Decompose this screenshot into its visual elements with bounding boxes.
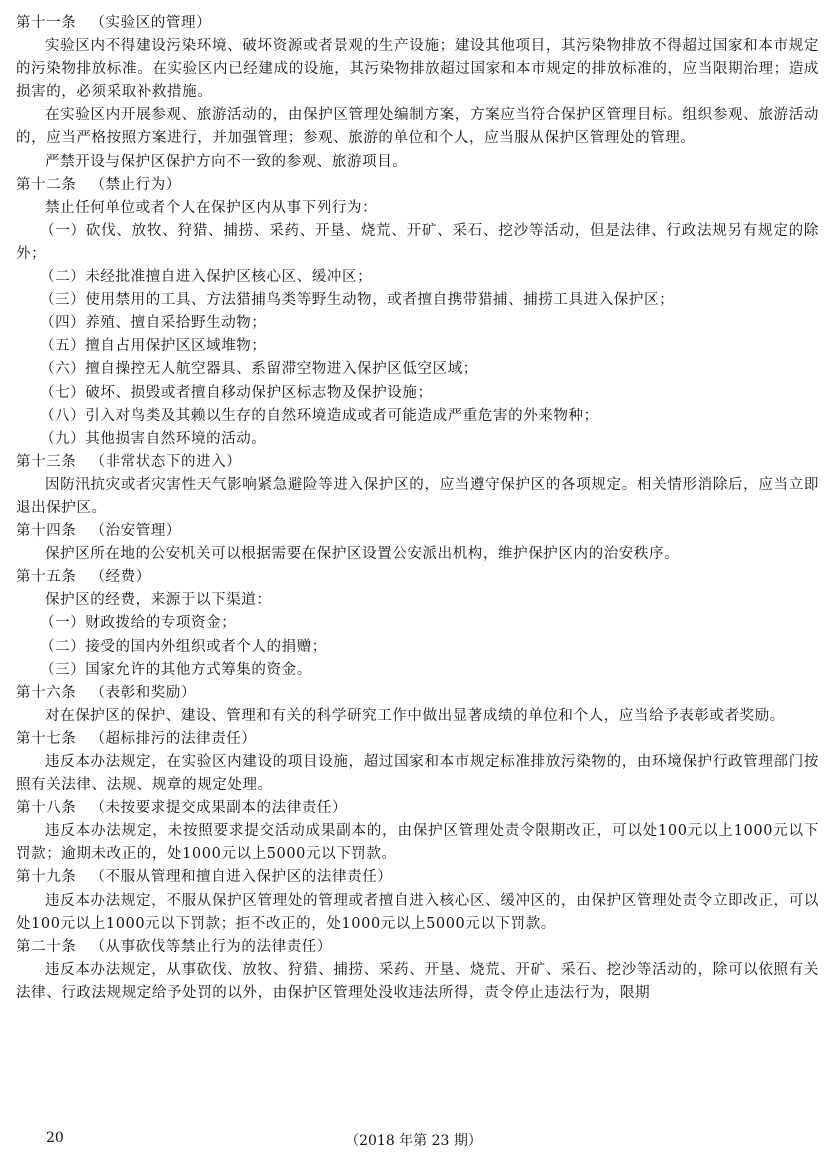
article-number: 第十八条 xyxy=(16,800,77,817)
article-number: 第十一条 xyxy=(16,15,77,31)
article-number: 第十五条 xyxy=(16,569,77,586)
article-title: （从事砍伐等禁止行为的法律责任） xyxy=(90,938,333,955)
article-title: （治安管理） xyxy=(90,523,182,540)
article-title: （不服从管理和擅自进入保护区的法律责任） xyxy=(90,869,393,886)
article-number: 第二十条 xyxy=(16,938,77,955)
list-item: （三）国家允许的其他方式筹集的资金。 xyxy=(40,661,312,678)
article-paragraph: 违反本办法规定，不服从保护区管理处的管理或者擅自进入核心区、缓冲区的，由保护区管理处责令立即改正，可以处100元以上1000元以下罚款；拒不改正的，处1000元以上5000元以下罚款。 xyxy=(16,892,819,932)
article-title: （实验区的管理） xyxy=(90,15,212,31)
article-title: （表彰和奖励） xyxy=(90,684,197,701)
article-heading xyxy=(16,866,819,889)
article-paragraph: 禁止任何单位或者个人在保护区内从事下列行为： xyxy=(45,199,378,216)
article-paragraph: 严禁开设与保护区保护方向不一致的参观、旅游项目。 xyxy=(45,153,408,170)
list-item: （二）接受的国内外组织或者个人的捐赠； xyxy=(40,638,327,655)
article-paragraph: 违反本办法规定，从事砍伐、放牧、狩猎、捕捞、采药、开垦、烧荒、开矿、采石、挖沙等活动的，除可以依照有关法律、行政法规规定给予处罚的以外，由保护区管理处没收违法所得，责令停止违法行为，限期 xyxy=(16,961,819,1001)
article-heading xyxy=(16,451,819,474)
article-number: 第十二条 xyxy=(16,176,77,193)
document-body xyxy=(16,12,819,1005)
list-item: （一）财政拨给的专项资金； xyxy=(40,615,237,632)
list-item: （六）擅自操控无人航空器具、系留滞空物进入保护区低空区域； xyxy=(40,361,478,378)
article-heading xyxy=(16,936,819,959)
article-paragraph: 对在保护区的保护、建设、管理和有关的科学研究工作中做出显著成绩的单位和个人，应当给予表彰或者奖励。 xyxy=(45,707,785,724)
list-item: （七）破坏、损毁或者擅自移动保护区标志物及保护设施； xyxy=(40,384,433,401)
article-paragraph: 保护区所在地的公安机关可以根据需要在保护区设置公安派出机构，维护保护区内的治安秩序。 xyxy=(45,546,680,563)
article-paragraph: 实验区内不得建设污染环境、破坏资源或者景观的生产设施；建设其他项目，其污染物排放不得超过国家和本市规定的污染物排放标准。在实验区内已经建成的设施，其污染物排放超过国家和本市规定的排放标准的，应当限期治理；造成损害的，必须采取补救措施。 xyxy=(16,38,819,101)
article-heading xyxy=(16,174,819,197)
article-heading xyxy=(16,682,819,705)
article-heading xyxy=(16,797,819,820)
article-title: （未按要求提交成果副本的法律责任） xyxy=(90,800,348,817)
list-item: （五）擅自占用保护区区域堆物； xyxy=(40,338,267,355)
article-paragraph: 保护区的经费，来源于以下渠道： xyxy=(45,592,272,609)
issue-label: （2018 年第 23 期） xyxy=(345,1133,482,1149)
article-number: 第十七条 xyxy=(16,730,77,747)
article-heading xyxy=(16,12,819,35)
article-number: 第十四条 xyxy=(16,523,77,540)
list-item: （二）未经批准擅自进入保护区核心区、缓冲区； xyxy=(40,269,373,286)
page-number: 20 xyxy=(46,1130,64,1146)
list-item: （四）养殖、擅自采拾野生动物； xyxy=(40,315,267,332)
article-title: （禁止行为） xyxy=(90,176,182,193)
article-title: （经费） xyxy=(90,569,151,586)
article-title: （非常状态下的进入） xyxy=(90,453,242,470)
article-heading xyxy=(16,520,819,543)
article-number: 第十六条 xyxy=(16,684,77,701)
article-paragraph: 违反本办法规定，未按照要求提交活动成果副本的，由保护区管理处责令限期改正，可以处100元以上1000元以下罚款；逾期未改正的，处1000元以上5000元以下罚款。 xyxy=(16,823,819,863)
article-heading xyxy=(16,566,819,589)
article-heading xyxy=(16,728,819,751)
list-item: （一）砍伐、放牧、狩猎、捕捞、采药、开垦、烧荒、开矿、采石、挖沙等活动，但是法律、行政法规另有规定的除外； xyxy=(16,222,819,262)
article-number: 第十九条 xyxy=(16,869,77,886)
article-title: （超标排污的法律责任） xyxy=(90,730,257,747)
article-paragraph: 因防汛抗灾或者灾害性天气影响紧急避险等进入保护区的，应当遵守保护区的各项规定。相关情形消除后，应当立即退出保护区。 xyxy=(16,476,819,516)
article-paragraph: 违反本办法规定，在实验区内建设的项目设施，超过国家和本市规定标准排放污染物的，由环境保护行政管理部门按照有关法律、法规、规章的规定处理。 xyxy=(16,754,819,794)
list-item: （八）引入对鸟类及其赖以生存的自然环境造成或者可能造成严重危害的外来物种； xyxy=(40,407,599,424)
article-paragraph: 在实验区内开展参观、旅游活动的，由保护区管理处编制方案，方案应当符合保护区管理目标。组织参观、旅游活动的，应当严格按照方案进行，并加强管理；参观、旅游的单位和个人，应当服从保护区管理处的管理。 xyxy=(16,107,819,147)
article-number: 第十三条 xyxy=(16,453,77,470)
list-item: （三）使用禁用的工具、方法猎捕鸟类等野生动物，或者擅自携带猎捕、捕捞工具进入保护区； xyxy=(40,292,675,309)
list-item: （九）其他损害自然环境的活动。 xyxy=(40,430,267,447)
